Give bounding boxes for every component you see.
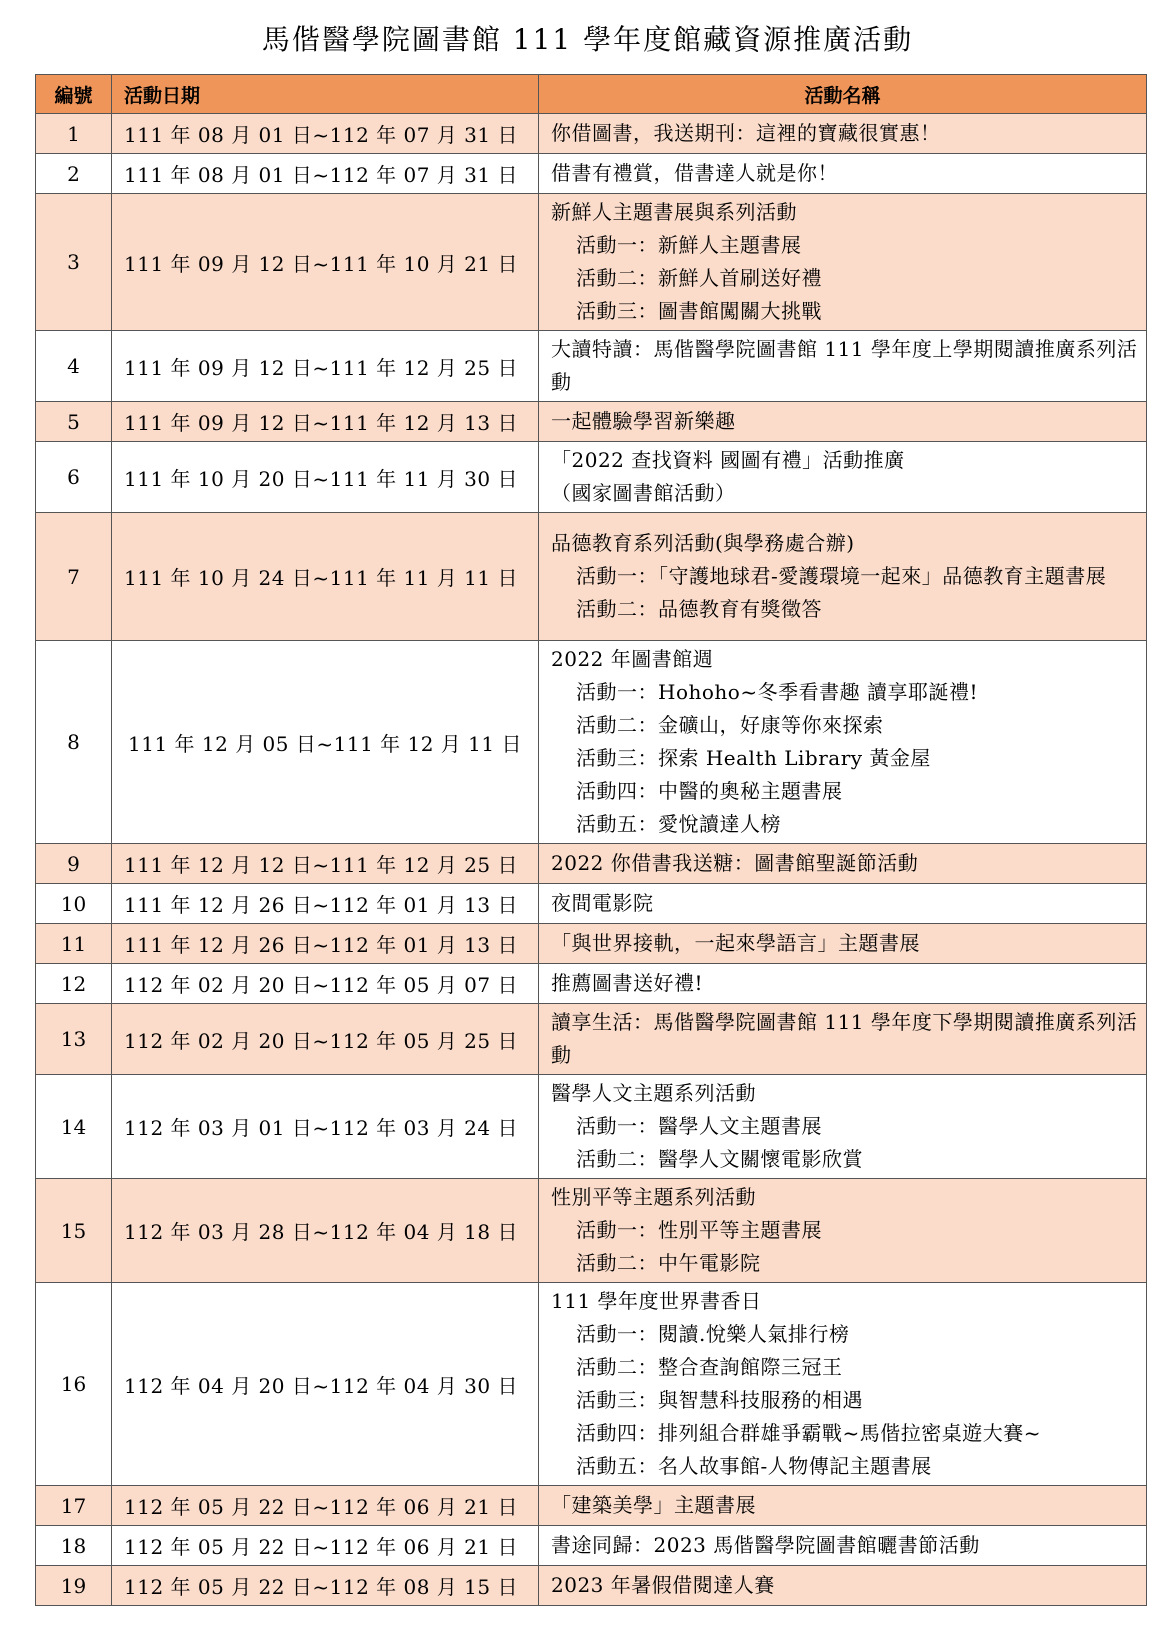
row-title: 「與世界接軌，一起來學語言」主題書展 bbox=[551, 931, 920, 955]
row-title: 性別平等主題系列活動 bbox=[551, 1185, 756, 1209]
table-row bbox=[36, 114, 1147, 154]
row-date: 112 年 05 月 22 日~112 年 06 月 21 日 bbox=[112, 1486, 539, 1526]
table-row bbox=[36, 641, 1147, 844]
table-row bbox=[36, 1179, 1147, 1283]
row-num: 6 bbox=[36, 442, 112, 513]
row-title: 夜間電影院 bbox=[551, 891, 654, 915]
row-name bbox=[539, 1526, 1147, 1566]
row-name bbox=[539, 964, 1147, 1004]
row-sub-activity: 活動二：新鮮人首刷送好禮 bbox=[576, 266, 822, 290]
page-title: 馬偕醫學院圖書館 111 學年度館藏資源推廣活動 bbox=[261, 23, 914, 56]
row-name bbox=[539, 884, 1147, 924]
row-sub-activity: 活動一：Hohoho~冬季看書趣 讀享耶誕禮! bbox=[576, 680, 978, 704]
row-title: 借書有禮賞，借書達人就是你！ bbox=[551, 161, 838, 185]
row-date: 111 年 10 月 20 日~111 年 11 月 30 日 bbox=[112, 442, 539, 513]
row-date: 111 年 12 月 26 日~112 年 01 月 13 日 bbox=[112, 924, 539, 964]
table-row bbox=[36, 1004, 1147, 1075]
row-sub-activity: 活動二：整合查詢館際三冠王 bbox=[576, 1355, 843, 1379]
activities-table bbox=[35, 74, 1147, 1606]
row-date: 112 年 02 月 20 日~112 年 05 月 07 日 bbox=[112, 964, 539, 1004]
table-row bbox=[36, 154, 1147, 194]
table-row bbox=[36, 442, 1147, 513]
row-sub-activity: 活動一：「守護地球君-愛護環境一起來」品德教育主題書展 bbox=[576, 564, 1107, 588]
header-date: 活動日期 bbox=[112, 75, 539, 114]
row-sub-activity: 活動一：醫學人文主題書展 bbox=[576, 1114, 822, 1138]
row-name bbox=[539, 1004, 1147, 1075]
row-date: 111 年 09 月 12 日~111 年 10 月 21 日 bbox=[112, 194, 539, 331]
row-num: 19 bbox=[36, 1566, 112, 1606]
row-num: 5 bbox=[36, 402, 112, 442]
row-date: 111 年 12 月 05 日~111 年 12 月 11 日 bbox=[112, 641, 539, 844]
row-sub-activity: 活動三：探索 Health Library 黃金屋 bbox=[576, 746, 931, 770]
row-num: 14 bbox=[36, 1075, 112, 1179]
row-sub-activity: 活動二：醫學人文關懷電影欣賞 bbox=[576, 1147, 863, 1171]
row-num: 4 bbox=[36, 331, 112, 402]
row-title: 2022 年圖書館週 bbox=[551, 647, 714, 671]
row-date: 111 年 12 月 12 日~111 年 12 月 25 日 bbox=[112, 844, 539, 884]
row-name bbox=[539, 1283, 1147, 1486]
row-num: 9 bbox=[36, 844, 112, 884]
table-row bbox=[36, 1075, 1147, 1179]
row-sub-activity: 活動一：性別平等主題書展 bbox=[576, 1218, 822, 1242]
row-title: 你借圖書，我送期刊：這裡的寶藏很實惠！ bbox=[551, 121, 941, 145]
row-title: 醫學人文主題系列活動 bbox=[551, 1081, 756, 1105]
row-sub-activity: 活動一：新鮮人主題書展 bbox=[576, 233, 802, 257]
row-name bbox=[539, 154, 1147, 194]
table-row bbox=[36, 924, 1147, 964]
row-num: 7 bbox=[36, 513, 112, 641]
table-row bbox=[36, 1283, 1147, 1486]
row-title: 「建築美學」主題書展 bbox=[551, 1493, 756, 1517]
table-row bbox=[36, 884, 1147, 924]
row-name bbox=[539, 1566, 1147, 1606]
row-name bbox=[539, 1179, 1147, 1283]
row-num: 16 bbox=[36, 1283, 112, 1486]
row-sub-activity: 活動五：名人故事館-人物傳記主題書展 bbox=[576, 1454, 932, 1478]
row-date: 111 年 09 月 12 日~111 年 12 月 25 日 bbox=[112, 331, 539, 402]
row-title: 書途同歸：2023 馬偕醫學院圖書館曬書節活動 bbox=[551, 1533, 980, 1557]
row-title: 「2022 查找資料 國圖有禮」活動推廣 bbox=[551, 448, 905, 472]
row-title: 大讀特讀：馬偕醫學院圖書館 111 學年度上學期閱讀推廣系列活動 bbox=[551, 337, 1138, 394]
row-sub-activity: 活動五：愛悅讀達人榜 bbox=[576, 812, 781, 836]
row-num: 10 bbox=[36, 884, 112, 924]
row-name bbox=[539, 402, 1147, 442]
row-title: 新鮮人主題書展與系列活動 bbox=[551, 200, 797, 224]
row-title: 品德教育系列活動(與學務處合辦) bbox=[551, 531, 855, 555]
table-row bbox=[36, 1486, 1147, 1526]
row-name bbox=[539, 114, 1147, 154]
row-num: 11 bbox=[36, 924, 112, 964]
row-num: 17 bbox=[36, 1486, 112, 1526]
row-sub-activity: 活動三：與智慧科技服務的相遇 bbox=[576, 1388, 863, 1412]
row-name bbox=[539, 924, 1147, 964]
row-num: 3 bbox=[36, 194, 112, 331]
row-name bbox=[539, 513, 1147, 641]
row-sub-note: （國家圖書館活動） bbox=[551, 481, 736, 505]
table-row bbox=[36, 513, 1147, 641]
row-sub-activity: 活動三：圖書館闖關大挑戰 bbox=[576, 299, 822, 323]
row-num: 15 bbox=[36, 1179, 112, 1283]
row-name bbox=[539, 1486, 1147, 1526]
row-num: 13 bbox=[36, 1004, 112, 1075]
row-title: 111 學年度世界書香日 bbox=[551, 1289, 762, 1313]
row-name bbox=[539, 331, 1147, 402]
row-date: 112 年 02 月 20 日~112 年 05 月 25 日 bbox=[112, 1004, 539, 1075]
row-sub-activity: 活動四：排列組合群雄爭霸戰~馬偕拉密桌遊大賽~ bbox=[576, 1421, 1042, 1445]
row-sub-activity: 活動二：金礦山，好康等你來探索 bbox=[576, 713, 884, 737]
table-row bbox=[36, 844, 1147, 884]
row-sub-activity: 活動二：品德教育有獎徵答 bbox=[576, 597, 822, 621]
row-num: 1 bbox=[36, 114, 112, 154]
row-date: 112 年 04 月 20 日~112 年 04 月 30 日 bbox=[112, 1283, 539, 1486]
row-title: 2023 年暑假借閱達人賽 bbox=[551, 1573, 775, 1597]
row-date: 112 年 03 月 28 日~112 年 04 月 18 日 bbox=[112, 1179, 539, 1283]
row-date: 112 年 03 月 01 日~112 年 03 月 24 日 bbox=[112, 1075, 539, 1179]
row-name bbox=[539, 442, 1147, 513]
row-num: 18 bbox=[36, 1526, 112, 1566]
row-date: 111 年 09 月 12 日~111 年 12 月 13 日 bbox=[112, 402, 539, 442]
row-title: 一起體驗學習新樂趣 bbox=[551, 409, 736, 433]
row-num: 8 bbox=[36, 641, 112, 844]
row-date: 111 年 08 月 01 日~112 年 07 月 31 日 bbox=[112, 114, 539, 154]
row-date: 111 年 08 月 01 日~112 年 07 月 31 日 bbox=[112, 154, 539, 194]
row-num: 12 bbox=[36, 964, 112, 1004]
table-row bbox=[36, 964, 1147, 1004]
row-title: 推薦圖書送好禮! bbox=[551, 971, 704, 995]
table-row bbox=[36, 1566, 1147, 1606]
row-name bbox=[539, 641, 1147, 844]
row-date: 112 年 05 月 22 日~112 年 06 月 21 日 bbox=[112, 1526, 539, 1566]
row-sub-activity: 活動二：中午電影院 bbox=[576, 1251, 761, 1275]
row-name bbox=[539, 1075, 1147, 1179]
table-header-row bbox=[36, 75, 1147, 114]
row-title: 讀享生活：馬偕醫學院圖書館 111 學年度下學期閱讀推廣系列活動 bbox=[551, 1010, 1138, 1067]
header-name: 活動名稱 bbox=[539, 75, 1147, 114]
row-date: 112 年 05 月 22 日~112 年 08 月 15 日 bbox=[112, 1566, 539, 1606]
row-name bbox=[539, 194, 1147, 331]
table-row bbox=[36, 194, 1147, 331]
table-row bbox=[36, 402, 1147, 442]
row-sub-activity: 活動四：中醫的奧秘主題書展 bbox=[576, 779, 843, 803]
row-name bbox=[539, 844, 1147, 884]
row-num: 2 bbox=[36, 154, 112, 194]
table-row bbox=[36, 1526, 1147, 1566]
table-row bbox=[36, 331, 1147, 402]
row-title: 2022 你借書我送糖：圖書館聖誕節活動 bbox=[551, 851, 919, 875]
row-sub-activity: 活動一：閱讀.悅樂人氣排行榜 bbox=[576, 1322, 850, 1346]
header-num: 編號 bbox=[36, 75, 112, 114]
row-date: 111 年 10 月 24 日~111 年 11 月 11 日 bbox=[112, 513, 539, 641]
row-date: 111 年 12 月 26 日~112 年 01 月 13 日 bbox=[112, 884, 539, 924]
